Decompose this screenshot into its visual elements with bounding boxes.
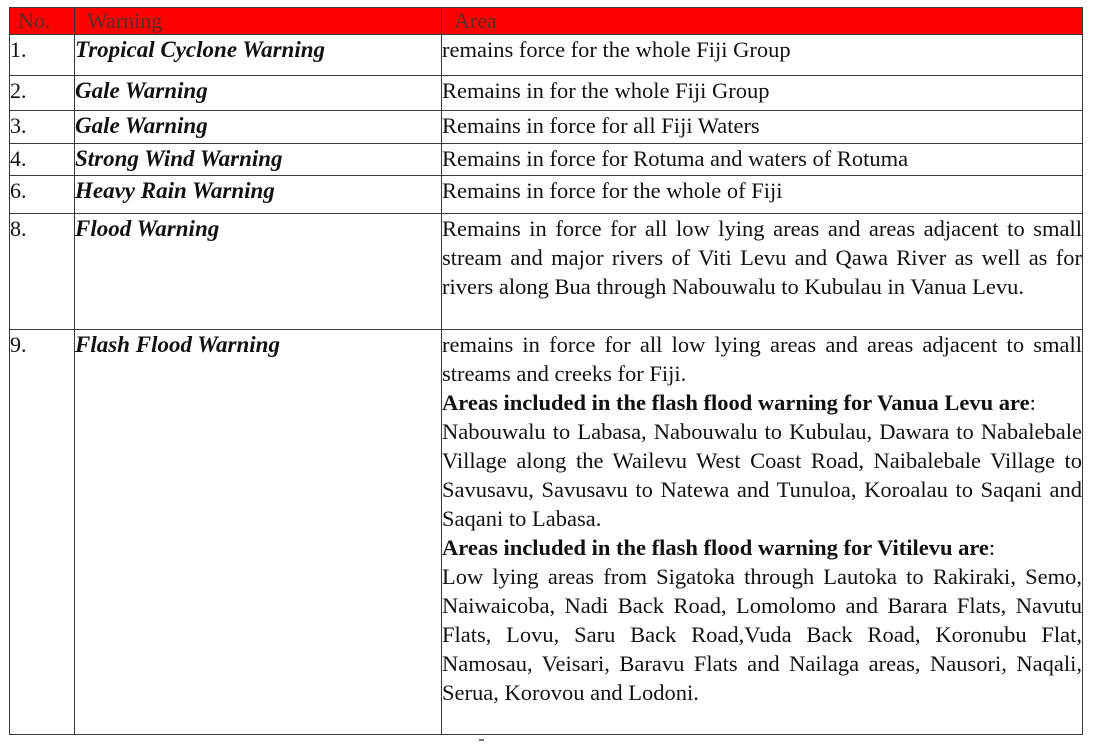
warning-area: Remains in force for all Fiji Waters (442, 111, 1083, 144)
vanua-levu-heading (442, 388, 1082, 417)
header-no: No. (10, 8, 75, 35)
flood-area-text: Remains in force for all low lying areas and areas adjacent to small stream and major rivers of Viti Levu and Qawa River as well as for rivers along Bua through Nabouwalu to Kubulau in Vanua Levu. (442, 216, 1082, 299)
page-mark (479, 739, 484, 741)
warning-type: Gale Warning (75, 76, 442, 111)
header-area: Area (442, 8, 1083, 35)
warning-type: Tropical Cyclone Warning (75, 35, 442, 76)
header-warning: Warning (75, 8, 442, 35)
table-header-row (10, 8, 1083, 35)
table-row (10, 214, 1083, 330)
table-row (10, 144, 1083, 176)
table-row (10, 35, 1083, 76)
warning-area (442, 214, 1083, 330)
vitilevu-heading-text: Areas included in the flash flood warning for Vitilevu are (442, 535, 989, 560)
row-number: 2. (10, 76, 75, 111)
row-number: 4. (10, 144, 75, 176)
row-number: 9. (10, 330, 75, 735)
vanua-levu-heading-text: Areas included in the flash flood warning for Vanua Levu are (442, 390, 1030, 415)
table-row (10, 330, 1083, 735)
vitilevu-areas: Low lying areas from Sigatoka through Lautoka to Rakiraki, Semo, Naiwaicoba, Nadi Back Road, Lomolomo and Barara Flats, Navutu Flats, Lovu, Saru Back Road,Vuda Back Road, Koronubu Flat, Namosau, Veisari, Baravu Flats and Nailaga areas, Nausori, Naqali, Serua, Korovou and Lodoni. (442, 564, 1082, 705)
row-number: 1. (10, 35, 75, 76)
warning-type: Gale Warning (75, 111, 442, 144)
table-row (10, 111, 1083, 144)
vanua-levu-areas: Nabouwalu to Labasa, Nabouwalu to Kubulau, Dawara to Nabalebale Village along the Wailevu West Coast Road, Naibalebale Village to Savusavu, Savusavu to Natewa and Tunuloa, Koroalau to Saqani and Saqani to Labasa. (442, 419, 1082, 531)
vitilevu-colon: : (988, 535, 996, 560)
vanua-levu-colon: : (1029, 390, 1036, 415)
table-row (10, 176, 1083, 214)
table-row (10, 76, 1083, 111)
vitilevu-heading (442, 533, 1082, 562)
warning-type: Strong Wind Warning (75, 144, 442, 176)
warning-type: Flood Warning (75, 214, 442, 330)
warning-area: Remains in for the whole Fiji Group (442, 76, 1083, 111)
row-number: 8. (10, 214, 75, 330)
warning-type: Flash Flood Warning (75, 330, 442, 735)
flash-flood-intro: remains in force for all low lying areas and areas adjacent to small streams and creeks for Fiji. (442, 332, 1082, 386)
warning-area: Remains in force for the whole of Fiji (442, 176, 1083, 214)
warning-area (442, 330, 1083, 735)
warning-area: remains force for the whole Fiji Group (442, 35, 1083, 76)
warning-area: Remains in force for Rotuma and waters of Rotuma (442, 144, 1083, 176)
row-number: 6. (10, 176, 75, 214)
warning-type: Heavy Rain Warning (75, 176, 442, 214)
row-number: 3. (10, 111, 75, 144)
warnings-table (9, 7, 1083, 735)
